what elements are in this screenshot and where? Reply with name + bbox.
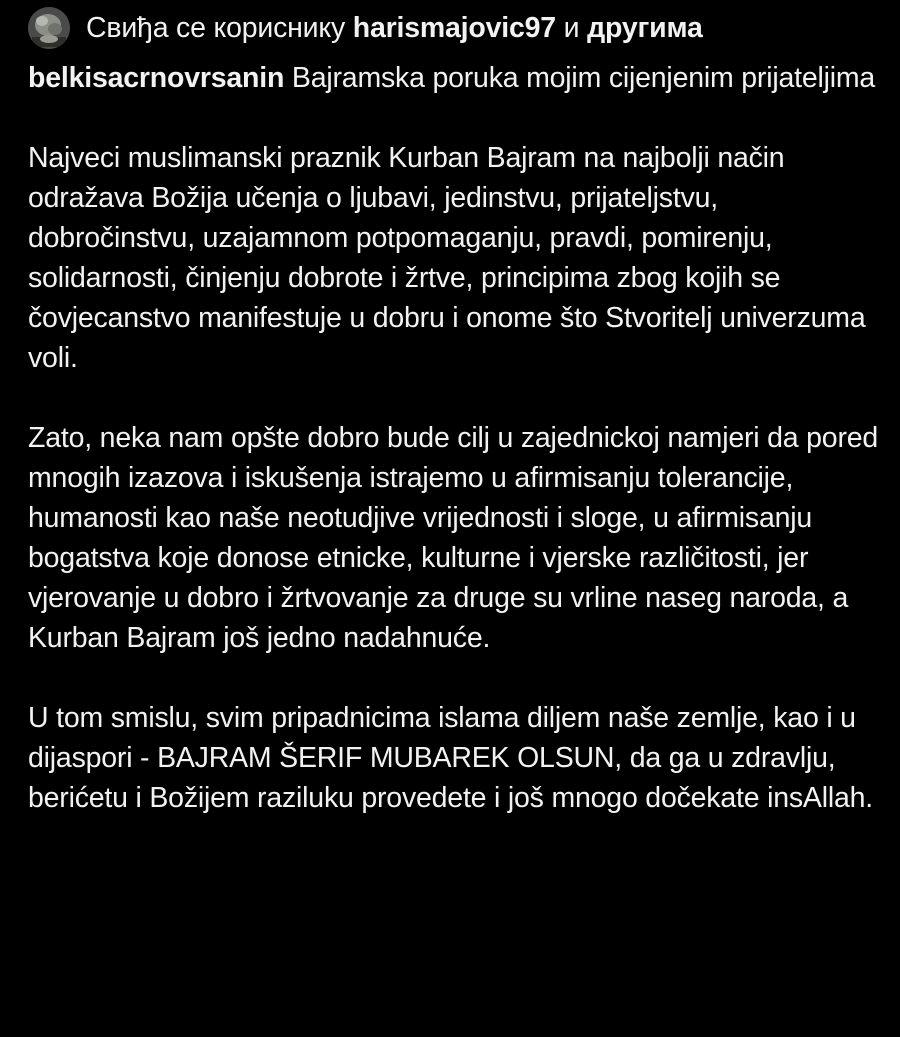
caption-heading-line	[28, 58, 888, 98]
likes-others-link[interactable]: другима	[587, 11, 703, 44]
caption-heading: Bajramska poruka mojim cijenjenim prijateljima	[291, 62, 876, 94]
likes-text	[86, 12, 703, 45]
author-username-link[interactable]: belkisacrnovrsanin	[28, 62, 285, 94]
likes-prefix: Свиђа се кориснику	[86, 11, 346, 44]
likes-summary[interactable]	[28, 6, 703, 50]
caption-paragraph-1: Najveci muslimanski praznik Kurban Bajram na najbolji način odražava Božija učenja o ljubavi, jedinstvu, prijateljstvu, dobročinstvu, uzajamnom potpomaganju, pravdi, pomirenju, solidarnosti, činjenju dobrote i žrtve, principima zbog kojih se čovjecanstvo manifestuje u dobru i onome što Stvoritelj univerzuma voli.	[28, 142, 866, 374]
post-caption	[28, 58, 888, 818]
caption-paragraph-2: Zato, neka nam opšte dobro bude cilj u zajednickoj namjeri da pored mnogih izazova i iskušenja istrajemo u afirmisanju tolerancije, humanosti kao naše neotudjive vrijednosti i sloge, u afirmisanju bogatstva koje donose etnicke, kulturne i vjerske različitosti, jer vjerovanje u dobro i žrtvovanje za druge su vrline naseg naroda, a Kurban Bajram još jedno nadahnuće.	[28, 422, 879, 654]
caption-paragraph-3: U tom smislu, svim pripadnicima islama diljem naše zemlje, kao i u dijaspori - BAJRAM ŠERIF MUBAREK OLSUN, da ga u zdravlju, berićetu i Božijem raziluku provedete i još mnogo dočekate insAllah.	[28, 702, 874, 814]
likes-connector: и	[563, 11, 580, 44]
liker-username-link[interactable]: harismajovic97	[352, 11, 556, 44]
avatar-image-icon	[28, 7, 70, 49]
liker-avatar[interactable]	[28, 7, 70, 49]
